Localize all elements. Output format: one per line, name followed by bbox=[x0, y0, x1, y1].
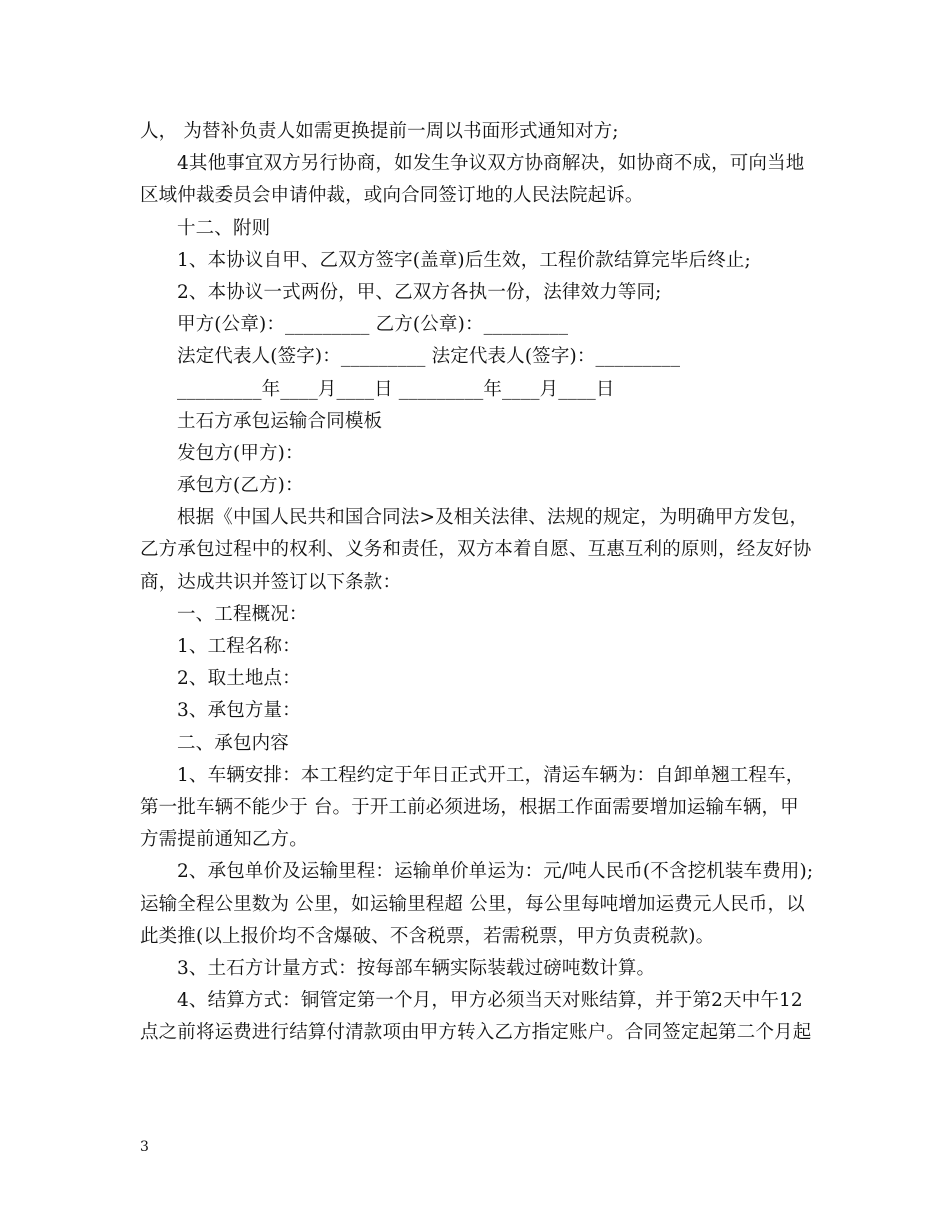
text-line: 承包方(乙方)： bbox=[177, 475, 304, 497]
document-body bbox=[140, 116, 812, 1049]
text-line: 区域仲裁委员会申请仲裁，或向合同签订地的人民法院起诉。 bbox=[140, 185, 644, 207]
text-line: 商，达成共识并签订以下条款： bbox=[140, 571, 402, 593]
text-line: 甲方(公章)：_________ 乙方(公章)：_________ bbox=[177, 314, 569, 336]
text-line: 1、工程名称： bbox=[177, 636, 301, 657]
text-line: 乙方承包过程中的权利、义务和责任，双方本着自愿、互惠互利的原则，经友好协 bbox=[140, 539, 812, 561]
text-line: 发包方(甲方)： bbox=[177, 442, 304, 464]
page-number: 3 bbox=[140, 1139, 149, 1155]
text-line: _________年____月____日 _________年____月____日 bbox=[177, 378, 615, 400]
text-line: 3、土石方计量方式：按每部车辆实际装载过磅吨数计算。 bbox=[177, 957, 656, 979]
text-line: 第一批车辆不能少于 台。于开工前必须进场，根据工作面需要增加运输车辆，甲 bbox=[140, 796, 799, 818]
text-line: 一、工程概况： bbox=[177, 603, 308, 625]
text-line: 人， 为替补负责人如需更换提前一周以书面形式通知对方; bbox=[140, 121, 619, 142]
text-line: 4其他事宜双方另行协商，如发生争议双方协商解决，如协商不成，可向当地 bbox=[177, 153, 805, 175]
text-line: 2、取土地点： bbox=[177, 668, 301, 690]
text-line: 十二、附则 bbox=[177, 217, 271, 239]
text-line: 二、承包内容 bbox=[177, 732, 289, 754]
text-line: 运输全程公里数为 公里，如运输里程超 公里，每公里每吨增加运费元人民币，以 bbox=[140, 893, 805, 915]
text-line: 2、承包单价及运输里程：运输单价单运为：元/吨人民币(不含挖机装车费用); bbox=[177, 861, 814, 883]
text-line: 法定代表人(签字)：_________ 法定代表人(签字)：_________ bbox=[177, 346, 681, 368]
text-line: 此类推(以上报价均不含爆破、不含税票，若需税票，甲方负责税款)。 bbox=[140, 925, 715, 947]
text-line: 2、本协议一式两份，甲、乙双方各执一份，法律效力等同; bbox=[177, 281, 662, 303]
text-line: 方需提前通知乙方。 bbox=[140, 829, 308, 851]
text-line: 点之前将运费进行结算付清款项由甲方转入乙方指定账户。合同签定起第二个月起 bbox=[140, 1022, 812, 1044]
text-line: 1、本协议自甲、乙双方签字(盖章)后生效，工程价款结算完毕后终止; bbox=[177, 249, 751, 271]
text-line: 根据《中国人民共和国合同法>及相关法律、法规的规定，为明确甲方发包， bbox=[177, 507, 809, 529]
text-line: 4、结算方式：铜管定第一个月，甲方必须当天对账结算，并于第2天中午12 bbox=[177, 990, 803, 1012]
text-line: 土石方承包运输合同模板 bbox=[177, 410, 383, 432]
text-line: 1、车辆安排：本工程约定于年日正式开工，清运车辆为：自卸单翘工程车， bbox=[177, 764, 805, 786]
text-line: 3、承包方量： bbox=[177, 700, 301, 722]
